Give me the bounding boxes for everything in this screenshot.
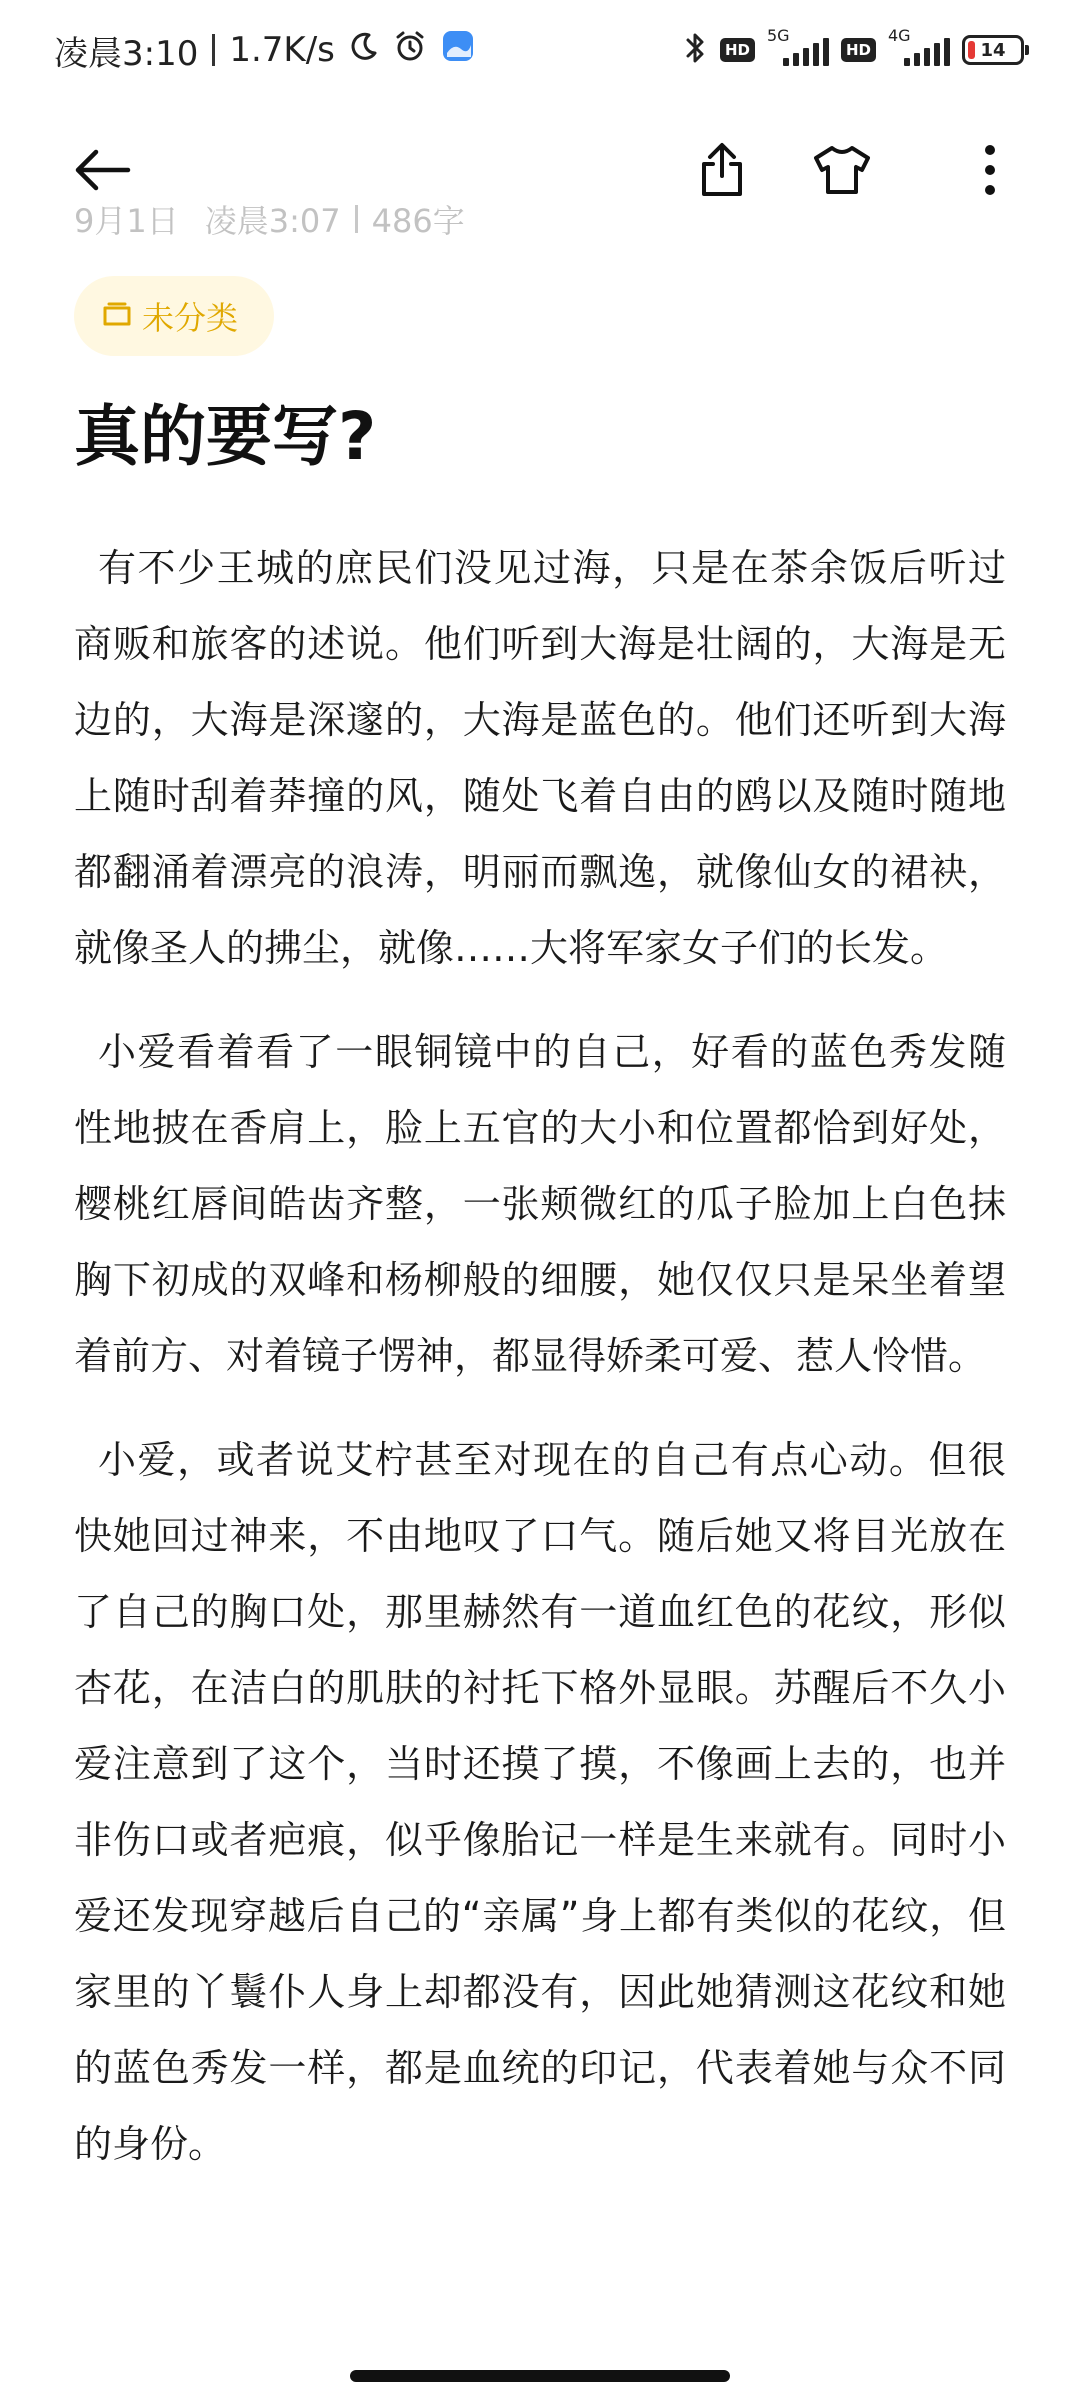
note-paragraph: 小爱，或者说艾柠甚至对现在的自己有点心动。但很快她回过神来，不由地叹了口气。随后她又将目光放在了自己的胸口处，那里赫然有一道血红色的花纹，形似杏花，在洁白的肌肤的衬托下格外显眼。苏醒后不久小爱注意到了这个，当时还摸了摸，不像画上去的，也并非伤口或者疤痕，似乎像胎记一样是生来就有。同时小爱还发现穿越后自己的“亲属”身上都有类似的花纹，但家里的丫鬟仆人身上却都没有，因此她猜测这花纹和她的蓝色秀发一样，都是血统的印记，代表着她与众不同的身份。 <box>74 1438 1006 2166</box>
note-title[interactable]: 真的要写? <box>74 398 377 475</box>
bluetooth-icon <box>684 30 708 70</box>
network-5g-label: 5G <box>766 26 790 45</box>
hd-badge-1: HD <box>720 38 755 62</box>
category-chip[interactable] <box>74 276 274 356</box>
status-bar-right <box>684 22 1024 78</box>
status-bar <box>0 0 1080 100</box>
moon-icon <box>349 30 379 70</box>
note-time: 凌晨3:07 <box>204 202 341 240</box>
hd-badge-2: HD <box>841 38 876 62</box>
meta-separator <box>355 205 358 233</box>
signal-5g <box>766 26 829 70</box>
more-button[interactable] <box>954 136 1026 208</box>
battery-icon <box>962 35 1024 65</box>
note-paragraph: 小爱看着看了一眼铜镜中的自己，好看的蓝色秀发随性地披在香肩上，脸上五官的大小和位置都恰到好处，樱桃红唇间皓齿齐整，一张颊微红的瓜子脸加上白色抹胸下初成的双峰和杨柳般的细腰，她仅仅只是呆坐着望着前方、对着镜子愣神，都显得娇柔可爱、惹人怜惜。 <box>74 1030 1006 1378</box>
status-net-speed: 1.7K/s <box>229 30 335 70</box>
back-arrow-icon <box>72 148 132 196</box>
alarm-icon <box>393 29 427 72</box>
status-separator <box>212 34 215 66</box>
signal-bars-icon <box>904 38 950 66</box>
note-paragraph: 有不少王城的庶民们没见过海，只是在茶余饭后听过商贩和旅客的述说。他们听到大海是壮阔的，大海是无边的，大海是深邃的，大海是蓝色的。他们还听到大海上随时刮着莽撞的风，随处飞着自由的鸥以及随时随地都翻涌着漂亮的浪涛，明丽而飘逸，就像仙女的裙袂，就像圣人的拂尘，就像……大将军家女子们的长发。 <box>74 546 1006 970</box>
app-notification-icon <box>441 29 475 72</box>
battery-fill <box>968 41 975 59</box>
home-indicator[interactable] <box>350 2370 730 2382</box>
share-icon <box>697 142 747 202</box>
share-button[interactable] <box>686 136 758 208</box>
note-body[interactable] <box>74 530 1006 2210</box>
status-time: 凌晨3:10 <box>54 33 199 74</box>
signal-4g <box>888 26 950 70</box>
status-bar-left <box>54 22 475 78</box>
category-label: 未分类 <box>142 299 239 337</box>
theme-button[interactable] <box>806 136 878 208</box>
note-date: 9月1日 <box>74 202 179 240</box>
signal-bars-icon <box>783 38 829 66</box>
folder-icon <box>102 301 132 331</box>
more-vertical-icon <box>983 144 997 200</box>
theme-shirt-icon <box>812 144 872 200</box>
battery-level: 14 <box>980 39 1006 61</box>
note-word-count: 486字 <box>371 202 465 240</box>
note-meta <box>74 196 465 242</box>
network-4g-label: 4G <box>888 26 911 45</box>
